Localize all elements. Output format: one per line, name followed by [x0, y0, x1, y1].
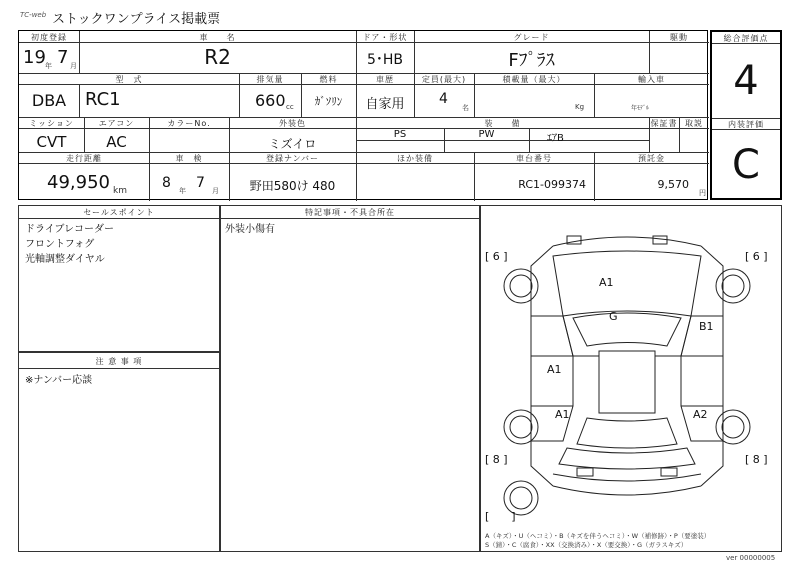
label-overall-score: 総合評価点: [723, 34, 769, 43]
label-grade: グレード: [513, 33, 550, 42]
special-note-item: 外装小傷有: [225, 224, 275, 235]
plate-value: 野田580け 480: [249, 179, 336, 193]
model-value: RC1: [85, 89, 121, 110]
equipment-3: ｴｱB: [547, 133, 564, 144]
tire-rear-right-depth: [ 8 ]: [745, 453, 768, 466]
first-reg-year: 19: [23, 47, 46, 68]
label-plate: 登録ナンバー: [265, 154, 320, 163]
grade-value: Fﾌﾟﾗｽ: [508, 50, 555, 71]
label-color-no: カラーNo.: [167, 119, 211, 128]
fuel-value: ｶﾞｿﾘﾝ: [314, 95, 343, 108]
label-manual: 取説: [685, 119, 703, 128]
inspection-month: 7: [196, 175, 205, 191]
unit-month: 月: [70, 62, 77, 70]
sales-point-item: 光軸調整ダイヤル: [25, 254, 105, 265]
label-special-notes: 特記事項・不具合所在: [305, 208, 395, 217]
overall-score-value: 4: [733, 58, 759, 104]
label-first-registration: 初度登録: [31, 33, 67, 42]
damage-mark-left-rear: A1: [555, 408, 570, 421]
label-capacity: 定員(最大): [421, 75, 467, 84]
damage-diagram-panel: [480, 205, 782, 552]
damage-mark-windshield: G: [609, 310, 618, 323]
special-notes-panel: [220, 205, 480, 552]
equipment-1: PS: [393, 129, 407, 140]
first-reg-month: 7: [57, 47, 69, 68]
label-drive: 駆動: [670, 33, 688, 42]
vehicle-info-grid: [18, 30, 708, 200]
legend-line: S（錆）・C（腐食）・XX（交換済み）・X（要交換）・G（ガラスキズ）: [485, 541, 688, 549]
label-inspection: 車 検: [175, 154, 203, 163]
label-mileage: 走行距離: [66, 154, 102, 163]
label-interior-score: 内装評価: [728, 120, 764, 129]
score-box: [710, 30, 782, 200]
unit-kg: Kg: [575, 103, 585, 111]
door-shape-value: 5･HB: [366, 52, 404, 68]
spare-tire-depth: [ ]: [485, 510, 516, 523]
document-title: ストックワンプライス掲載票: [52, 12, 221, 27]
label-displacement: 排気量: [256, 75, 284, 84]
displacement-value: 660: [255, 91, 286, 110]
label-aircon: エアコン: [98, 119, 135, 128]
logo: TC-web: [20, 11, 47, 19]
equipment-2: PW: [478, 129, 495, 140]
damage-mark-left-door: A1: [547, 363, 562, 376]
sales-point-item: ドライブレコーダー: [25, 224, 114, 235]
label-chassis-no: 車台番号: [516, 154, 552, 163]
damage-legend: [485, 532, 710, 550]
tire-front-right-depth: [ 6 ]: [745, 250, 768, 263]
label-mission: ミッション: [29, 119, 74, 128]
capacity-value: 4: [439, 91, 448, 107]
label-other-equipment: ほか装備: [397, 154, 433, 163]
unit-insp-year: 年: [179, 187, 186, 195]
label-equipment: 装 備: [484, 119, 521, 128]
damage-mark-right-rear: A2: [693, 408, 708, 421]
damage-mark-right-fender: B1: [699, 320, 714, 333]
label-model: 型 式: [115, 75, 143, 84]
sales-points-panel: [18, 205, 220, 352]
label-load: 積載量（最大）: [502, 75, 566, 84]
unit-persons: 名: [462, 104, 469, 112]
label-ext-color: 外装色: [279, 119, 306, 128]
unit-yen: 円: [699, 189, 706, 197]
car-damage-diagram: [481, 206, 781, 551]
caution-item: ※ナンバー応談: [25, 375, 93, 386]
aircon-value: AC: [106, 133, 127, 151]
car-type-value: 自家用: [365, 97, 405, 112]
label-recycle-fee: 預託金: [638, 154, 665, 163]
chassis-no-value: RC1-099374: [518, 178, 586, 191]
unit-cc: cc: [286, 103, 294, 111]
unit-insp-month: 月: [212, 187, 219, 195]
tire-front-left-depth: [ 6 ]: [485, 250, 508, 263]
car-name-value: R2: [204, 45, 231, 69]
label-door-shape: ドア・形状: [362, 33, 408, 42]
legend-line: A（キズ）・U（ヘコミ）・B（キズを伴うヘコミ）・W（補修跡）・P（要塗装）: [485, 532, 711, 540]
sales-point-item: フロントフォグ: [25, 239, 95, 250]
label-car-name: 車 名: [199, 33, 236, 42]
damage-mark-hood: A1: [599, 276, 614, 289]
mileage-value: 49,950: [47, 172, 110, 193]
version-label: ver 00000005: [726, 554, 776, 562]
unit-year: 年: [45, 62, 52, 70]
unit-import-year: 年ﾓﾃﾞﾙ: [631, 105, 650, 112]
mission-value: CVT: [36, 133, 67, 151]
interior-score-value: C: [732, 142, 760, 188]
label-sales-points: セールスポイント: [83, 208, 155, 217]
recycle-fee-value: 9,570: [657, 178, 689, 191]
tire-rear-left-depth: [ 8 ]: [485, 453, 508, 466]
label-import: 輸入車: [638, 75, 665, 84]
label-fuel: 燃料: [319, 75, 338, 84]
label-car-type: 車歴: [376, 75, 394, 84]
cautions-panel: [18, 352, 220, 552]
label-cautions: 注 意 事 項: [95, 357, 143, 366]
model-prefix-value: DBA: [31, 91, 67, 110]
ext-color-value: ミズイロ: [268, 137, 317, 151]
label-warranty: 保証書: [650, 119, 678, 128]
unit-km: km: [113, 186, 127, 196]
inspection-year: 8: [162, 175, 171, 191]
